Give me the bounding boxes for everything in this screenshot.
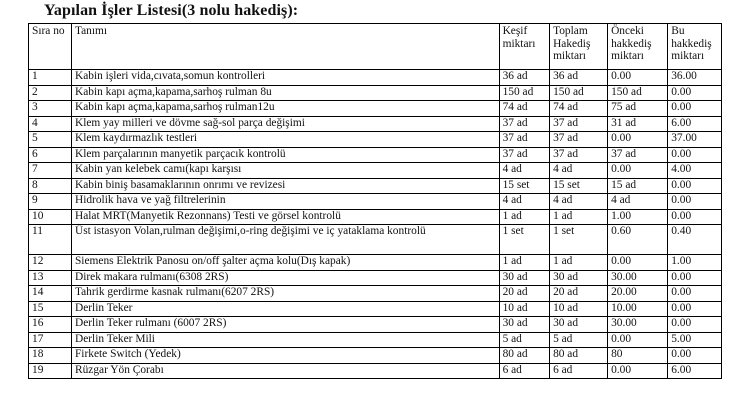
cell-toplam: 1 ad — [550, 255, 608, 271]
table-row — [29, 194, 722, 210]
cell-bu: 0.00 — [668, 194, 722, 210]
cell-tanimi: Rüzgar Yön Çorabı — [71, 363, 499, 379]
cell-sira-no: 18 — [29, 348, 72, 364]
cell-bu: 1.00 — [668, 255, 722, 271]
cell-onceki: 15 ad — [608, 178, 668, 194]
cell-toplam: 80 ad — [550, 348, 608, 364]
cell-bu: 0.00 — [668, 348, 722, 364]
header-tanimi: Tanımı — [71, 24, 499, 70]
cell-sira-no: 12 — [29, 255, 72, 271]
cell-kesif: 1 set — [499, 225, 549, 255]
cell-bu: 6.00 — [668, 363, 722, 379]
table-row — [29, 348, 722, 364]
table-body — [29, 70, 722, 379]
cell-kesif: 1 ad — [499, 209, 549, 225]
cell-sira-no: 10 — [29, 209, 72, 225]
table-row — [29, 178, 722, 194]
cell-sira-no: 3 — [29, 101, 72, 117]
cell-kesif: 6 ad — [499, 363, 549, 379]
cell-toplam: 37 ad — [550, 132, 608, 148]
cell-toplam: 4 ad — [550, 194, 608, 210]
cell-toplam: 1 ad — [550, 209, 608, 225]
table-row — [29, 255, 722, 271]
cell-toplam: 15 set — [550, 178, 608, 194]
table-row — [29, 101, 722, 117]
table-header-row — [29, 24, 722, 70]
cell-onceki: 10.00 — [608, 301, 668, 317]
cell-onceki: 0.60 — [608, 225, 668, 255]
cell-toplam: 150 ad — [550, 85, 608, 101]
header-kesif-miktari: Keşif miktarı — [499, 24, 549, 70]
cell-onceki: 0.00 — [608, 70, 668, 86]
cell-onceki: 0.00 — [608, 363, 668, 379]
cell-toplam: 10 ad — [550, 301, 608, 317]
cell-tanimi: Derlin Teker Mili — [71, 332, 499, 348]
cell-sira-no: 19 — [29, 363, 72, 379]
cell-toplam: 74 ad — [550, 101, 608, 117]
cell-kesif: 37 ad — [499, 147, 549, 163]
cell-sira-no: 9 — [29, 194, 72, 210]
cell-toplam: 4 ad — [550, 163, 608, 179]
cell-kesif: 80 ad — [499, 348, 549, 364]
cell-tanimi: Kabin biniş basamaklarının onrımı ve revizesi — [71, 178, 499, 194]
cell-tanimi: Klem yay milleri ve dövme sağ-sol parça değişimi — [71, 116, 499, 132]
cell-toplam: 30 ad — [550, 270, 608, 286]
cell-tanimi: Hidrolik hava ve yağ filtrelerinin — [71, 194, 499, 210]
cell-onceki: 0.00 — [608, 332, 668, 348]
page-title: Yapılan İşler Listesi(3 nolu hakediş): — [44, 2, 299, 19]
cell-tanimi: Klem parçalarının manyetik parçacık kontrolü — [71, 147, 499, 163]
cell-onceki: 20.00 — [608, 286, 668, 302]
cell-bu: 37.00 — [668, 132, 722, 148]
cell-bu: 0.40 — [668, 225, 722, 255]
cell-kesif: 30 ad — [499, 270, 549, 286]
cell-tanimi: Siemens Elektrik Panosu on/off şalter açma kolu(Dış kapak) — [71, 255, 499, 271]
cell-onceki: 75 ad — [608, 101, 668, 117]
cell-bu: 0.00 — [668, 147, 722, 163]
cell-sira-no: 7 — [29, 163, 72, 179]
cell-bu: 6.00 — [668, 116, 722, 132]
cell-sira-no: 13 — [29, 270, 72, 286]
cell-bu: 36.00 — [668, 70, 722, 86]
cell-bu: 0.00 — [668, 178, 722, 194]
cell-tanimi: Halat MRT(Manyetik Rezonnans) Testi ve görsel kontrolü — [71, 209, 499, 225]
header-sira-no: Sıra no — [29, 24, 72, 70]
cell-tanimi: Kabin yan kelebek camı(kapı karşısı — [71, 163, 499, 179]
cell-kesif: 15 set — [499, 178, 549, 194]
cell-toplam: 1 set — [550, 225, 608, 255]
table-row — [29, 286, 722, 302]
cell-bu: 0.00 — [668, 286, 722, 302]
cell-onceki: 31 ad — [608, 116, 668, 132]
table-row — [29, 85, 722, 101]
table-row — [29, 163, 722, 179]
table-row — [29, 225, 722, 255]
cell-tanimi: Derlin Teker rulmanı (6007 2RS) — [71, 317, 499, 333]
cell-toplam: 37 ad — [550, 147, 608, 163]
cell-tanimi: Direk makara rulmanı(6308 2RS) — [71, 270, 499, 286]
table-row — [29, 209, 722, 225]
cell-bu: 0.00 — [668, 101, 722, 117]
cell-sira-no: 8 — [29, 178, 72, 194]
cell-tanimi: Kabin kapı açma,kapama,sarhoş rulman 8u — [71, 85, 499, 101]
table-row — [29, 363, 722, 379]
cell-bu: 0.00 — [668, 317, 722, 333]
cell-sira-no: 2 — [29, 85, 72, 101]
cell-tanimi: Derlin Teker — [71, 301, 499, 317]
cell-tanimi: Kabin kapı açma,kapama,sarhoş rulman12u — [71, 101, 499, 117]
cell-sira-no: 6 — [29, 147, 72, 163]
cell-toplam: 20 ad — [550, 286, 608, 302]
cell-kesif: 37 ad — [499, 116, 549, 132]
cell-sira-no: 15 — [29, 301, 72, 317]
cell-tanimi: Tahrik gerdirme kasnak rulmanı(6207 2RS) — [71, 286, 499, 302]
cell-onceki: 30.00 — [608, 317, 668, 333]
cell-sira-no: 16 — [29, 317, 72, 333]
cell-kesif: 30 ad — [499, 317, 549, 333]
table-row — [29, 332, 722, 348]
cell-tanimi: Firkete Switch (Yedek) — [71, 348, 499, 364]
table-row — [29, 301, 722, 317]
header-onceki-hakkedis: Önceki hakkediş miktarı — [608, 24, 668, 70]
cell-onceki: 0.00 — [608, 132, 668, 148]
cell-kesif: 4 ad — [499, 163, 549, 179]
cell-kesif: 5 ad — [499, 332, 549, 348]
table-row — [29, 147, 722, 163]
cell-kesif: 150 ad — [499, 85, 549, 101]
cell-sira-no: 17 — [29, 332, 72, 348]
cell-sira-no: 5 — [29, 132, 72, 148]
cell-kesif: 10 ad — [499, 301, 549, 317]
cell-kesif: 37 ad — [499, 132, 549, 148]
cell-bu: 5.00 — [668, 332, 722, 348]
cell-onceki: 0.00 — [608, 163, 668, 179]
cell-toplam: 6 ad — [550, 363, 608, 379]
works-table — [28, 23, 722, 379]
cell-tanimi: Klem kaydırmazlık testleri — [71, 132, 499, 148]
cell-toplam: 5 ad — [550, 332, 608, 348]
cell-bu: 0.00 — [668, 85, 722, 101]
cell-bu: 0.00 — [668, 270, 722, 286]
cell-kesif: 36 ad — [499, 70, 549, 86]
cell-sira-no: 4 — [29, 116, 72, 132]
cell-bu: 4.00 — [668, 163, 722, 179]
table-row — [29, 132, 722, 148]
table-row — [29, 317, 722, 333]
cell-onceki: 30.00 — [608, 270, 668, 286]
cell-toplam: 37 ad — [550, 116, 608, 132]
cell-kesif: 4 ad — [499, 194, 549, 210]
cell-onceki: 80 — [608, 348, 668, 364]
header-toplam-hakedis: Toplam Hakediş miktarı — [550, 24, 608, 70]
cell-onceki: 150 ad — [608, 85, 668, 101]
cell-toplam: 36 ad — [550, 70, 608, 86]
cell-sira-no: 14 — [29, 286, 72, 302]
cell-kesif: 20 ad — [499, 286, 549, 302]
cell-onceki: 0.00 — [608, 255, 668, 271]
table-row — [29, 270, 722, 286]
cell-tanimi: Üst istasyon Volan,rulman değişimi,o-ring değişimi ve iç yataklama kontrolü — [71, 225, 499, 255]
cell-bu: 0.00 — [668, 209, 722, 225]
header-bu-hakkedis: Bu hakkediş miktarı — [668, 24, 722, 70]
cell-bu: 0.00 — [668, 301, 722, 317]
cell-onceki: 1.00 — [608, 209, 668, 225]
cell-kesif: 74 ad — [499, 101, 549, 117]
table-row — [29, 70, 722, 86]
cell-kesif: 1 ad — [499, 255, 549, 271]
cell-sira-no: 11 — [29, 225, 72, 255]
cell-sira-no: 1 — [29, 70, 72, 86]
cell-tanimi: Kabin işleri vida,cıvata,somun kontrolleri — [71, 70, 499, 86]
cell-onceki: 37 ad — [608, 147, 668, 163]
table-row — [29, 116, 722, 132]
cell-toplam: 30 ad — [550, 317, 608, 333]
cell-onceki: 4 ad — [608, 194, 668, 210]
